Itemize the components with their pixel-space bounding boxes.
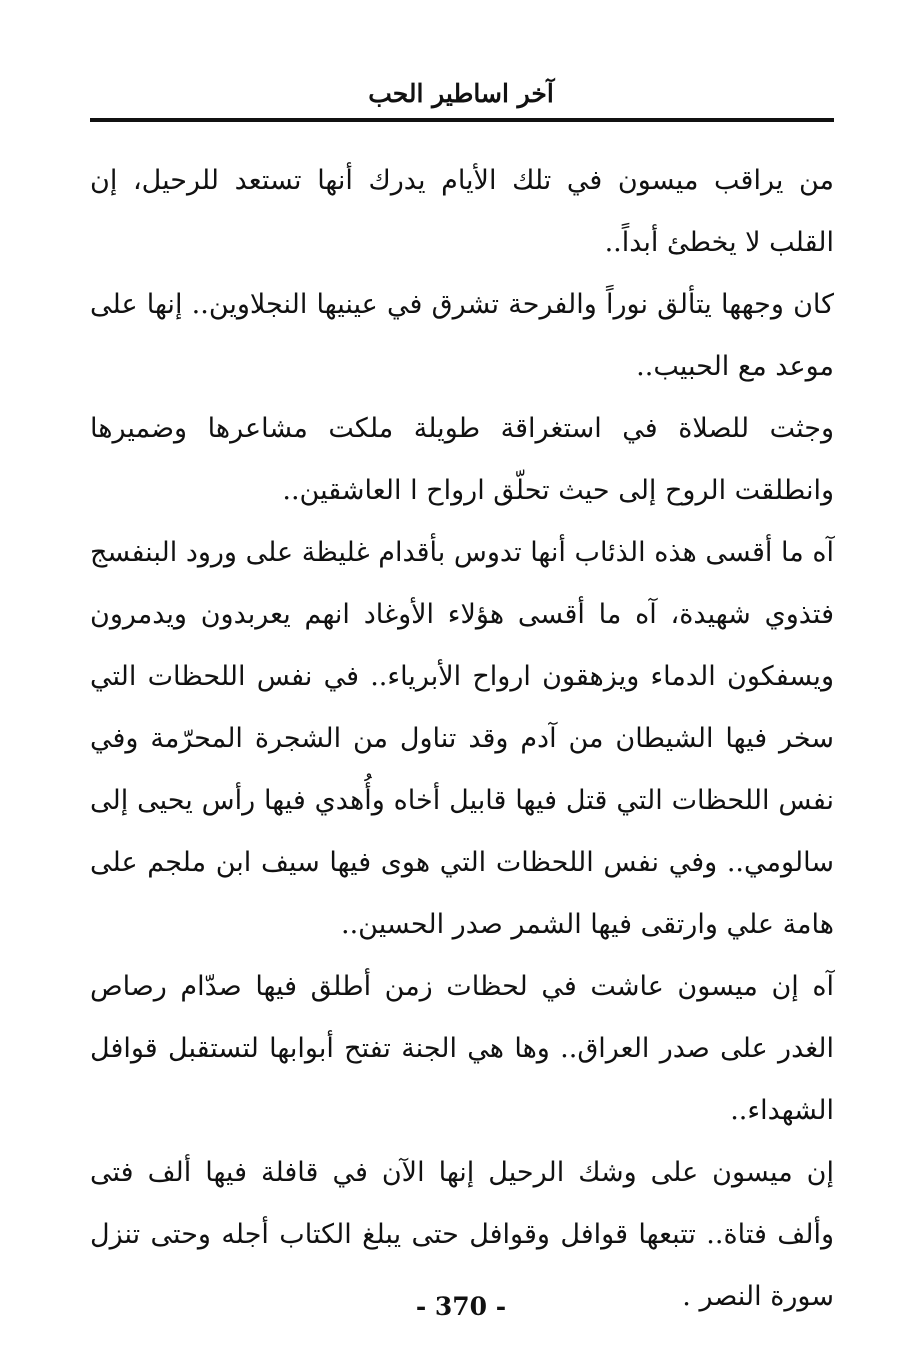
paragraph-6: إن ميسون على وشك الرحيل إنها الآن في قافلة فيها ألف فتى وألف فتاة.. تتبعها قوافل وقوافل حتى يبلغ الكتاب أجله وحتى تنزل سورة النصر . [90, 1157, 834, 1312]
paragraph-1: من يراقب ميسون في تلك الأيام يدرك أنها تستعد للرحيل، إن القلب لا يخطئ أبداً.. [90, 165, 834, 258]
header-divider [90, 118, 834, 122]
paragraph-2: كان وجهها يتألق نوراً والفرحة تشرق في عينيها النجلاوين.. إنها على موعد مع الحبيب.. [90, 289, 834, 382]
running-header-title: آخر اساطير الحب [368, 79, 554, 108]
paragraph-4: آه ما أقسى هذه الذئاب أنها تدوس بأقدام غليظة على ورود البنفسج فتذوي شهيدة، آه ما أقسى هؤلاء الأوغاد انهم يعربدون ويدمرون ويسفكون الدماء ويزهقون ارواح الأبرياء.. في نفس اللحظات التي سخر فيها الشيطان من آدم وقد تناول من الشجرة المحرّمة وفي نفس اللحظات التي قتل فيها قابيل أخاه وأُهدي فيها رأس يحيى إلى سالومي.. وفي نفس اللحظات التي هوى فيها سيف ابن ملجم على هامة علي وارتقى فيها الشمر صدر الحسين.. [90, 537, 834, 940]
page-number: - 370 - [415, 1292, 507, 1321]
paragraph-3: وجثت للصلاة في استغراقة طويلة ملكت مشاعرها وضميرها وانطلقت الروح إلى حيث تحلّق ارواح ا العاشقين.. [90, 413, 834, 506]
paragraph-5: آه إن ميسون عاشت في لحظات زمن أطلق فيها صدّام رصاص الغدر على صدر العراق.. وها هي الجنة تفتح أبوابها لتستقبل قوافل الشهداء.. [90, 971, 834, 1126]
body-text [90, 150, 834, 1328]
